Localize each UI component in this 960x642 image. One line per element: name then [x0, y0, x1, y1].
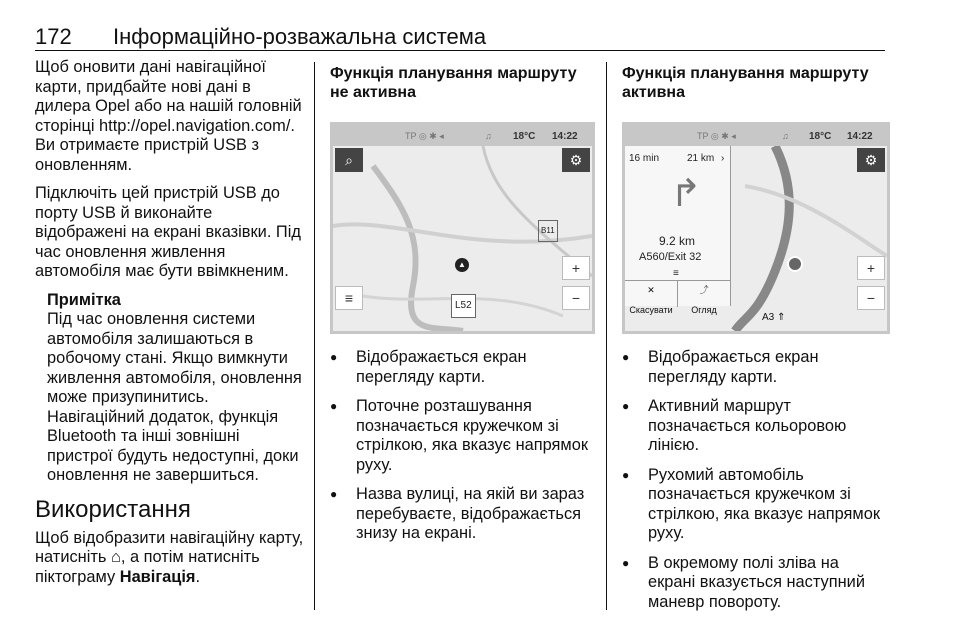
paragraph-usage	[35, 529, 307, 588]
column-2	[330, 58, 595, 554]
vehicle-position-icon	[787, 256, 803, 272]
note-body: Під час оновлення системи автомобіля залишаються в робочому стані. Якщо вимкнути живлення автомобіля, оновлення може призупинитись. Навігаційний додаток, функція Bluetooth та інші зовнішні пристрої будуть недоступні, доки оновлення не завершиться.	[47, 310, 302, 484]
page-title: Інформаційно-розважальна система	[113, 24, 487, 49]
temperature: 18°C	[809, 131, 832, 142]
maneuver-panel	[625, 146, 731, 315]
search-button[interactable]: ⌕	[335, 148, 363, 172]
chevron-right-icon[interactable]: ›	[721, 153, 725, 164]
list-item: ● В окремому полі зліва на екрані вказується наступний маневр повороту.	[622, 554, 890, 613]
position-arrow-icon: ▲	[455, 258, 469, 272]
settings-button[interactable]: ⚙	[562, 148, 590, 172]
zoom-out-button[interactable]: −	[857, 286, 885, 310]
home-icon: ⌂	[110, 548, 121, 566]
column-divider-2	[606, 62, 607, 610]
total-distance: 21 km	[687, 153, 715, 164]
cancel-label: Скасувати	[629, 304, 673, 315]
route-icon: ⤴	[699, 285, 709, 295]
close-icon: ✕	[647, 285, 655, 295]
status-bar	[330, 122, 595, 144]
overview-button[interactable]	[678, 281, 730, 315]
turn-right-arrow-icon: ↱	[670, 173, 702, 215]
column-divider-1	[314, 62, 315, 610]
exit-name: A560/Exit 32	[639, 251, 702, 263]
list-item: ● Відображається екран перегляду карти.	[622, 348, 890, 387]
overview-label: Огляд	[691, 304, 717, 315]
clock: 14:22	[552, 131, 578, 142]
note-title: Примітка	[47, 290, 121, 309]
map-view[interactable]	[333, 146, 592, 331]
zoom-in-button[interactable]: +	[857, 256, 885, 280]
zoom-in-button[interactable]: +	[562, 256, 590, 280]
settings-button[interactable]: ⚙	[857, 148, 885, 172]
paragraph-update: Щоб оновити дані навігаційної карти, придбайте нові дані в дилера Opel або на нашій головній сторінці http://opel.navigation.com/. Ви отримаєте пристрій USB з оновленням.	[35, 58, 302, 174]
usage-text-2: , а потім натисніть піктограму	[35, 548, 260, 586]
music-icon: ♫	[782, 131, 789, 141]
next-maneuver-distance: 9.2 km	[659, 234, 696, 248]
street-name: L52	[451, 294, 476, 318]
usage-text-1: Щоб відобразити навігаційну карту, натисніть	[35, 528, 304, 566]
list-item: ● Активний маршрут позначається кольоровою лінією.	[622, 397, 890, 456]
eta: 16 min	[629, 153, 660, 164]
section-heading: Використання	[35, 495, 191, 523]
temperature: 18°C	[513, 131, 536, 142]
cancel-route-button[interactable]	[625, 281, 678, 315]
menu-button[interactable]: ≡	[335, 286, 363, 310]
zoom-out-button[interactable]: −	[562, 286, 590, 310]
page-number: 172	[35, 24, 72, 49]
status-bar	[622, 122, 890, 144]
usage-text-end: .	[195, 567, 201, 586]
current-road	[762, 308, 785, 328]
column-1	[35, 58, 307, 596]
music-icon: ♫	[485, 131, 492, 141]
navigation-term: Навігація	[119, 567, 196, 586]
status-icons: TP ◎ ✱ ◂	[697, 131, 736, 141]
road-shield: B11	[538, 220, 558, 242]
list-icon[interactable]: ≡	[673, 268, 679, 279]
bullet-list-inactive	[330, 348, 595, 544]
status-icons: TP ◎ ✱ ◂	[405, 131, 444, 141]
screenshot-map-active	[622, 122, 890, 334]
subtitle-inactive: Функція планування маршруту не активна	[330, 65, 577, 101]
subtitle-active: Функція планування маршруту активна	[622, 65, 869, 101]
route-actions	[625, 280, 730, 315]
bullet-list-active	[622, 348, 890, 612]
header-rule	[35, 50, 885, 51]
screenshot-map-inactive	[330, 122, 595, 334]
list-item: ● Поточне розташування позначається кружечком зі стрілкою, яка вказує напрямок руху.	[330, 397, 595, 475]
page-header	[35, 10, 885, 50]
clock: 14:22	[847, 131, 873, 142]
list-item: ● Назва вулиці, на якій ви зараз перебуваєте, відображається знизу на екрані.	[330, 485, 595, 544]
position-arrow-icon: ⇑	[777, 312, 786, 323]
list-item: ● Рухомий автомобіль позначається кружечком зі стрілкою, яка вказує напрямок руху.	[622, 466, 890, 544]
column-3	[622, 58, 890, 622]
note-box	[47, 291, 307, 486]
list-item: ● Відображається екран перегляду карти.	[330, 348, 595, 387]
road-name: A3	[762, 312, 775, 323]
paragraph-connect: Підключіть цей пристрій USB до порту USB й виконайте відображені на екрані вказівки. Під час оновлення живлення автомобіля має бути ввімкненим.	[35, 184, 301, 280]
